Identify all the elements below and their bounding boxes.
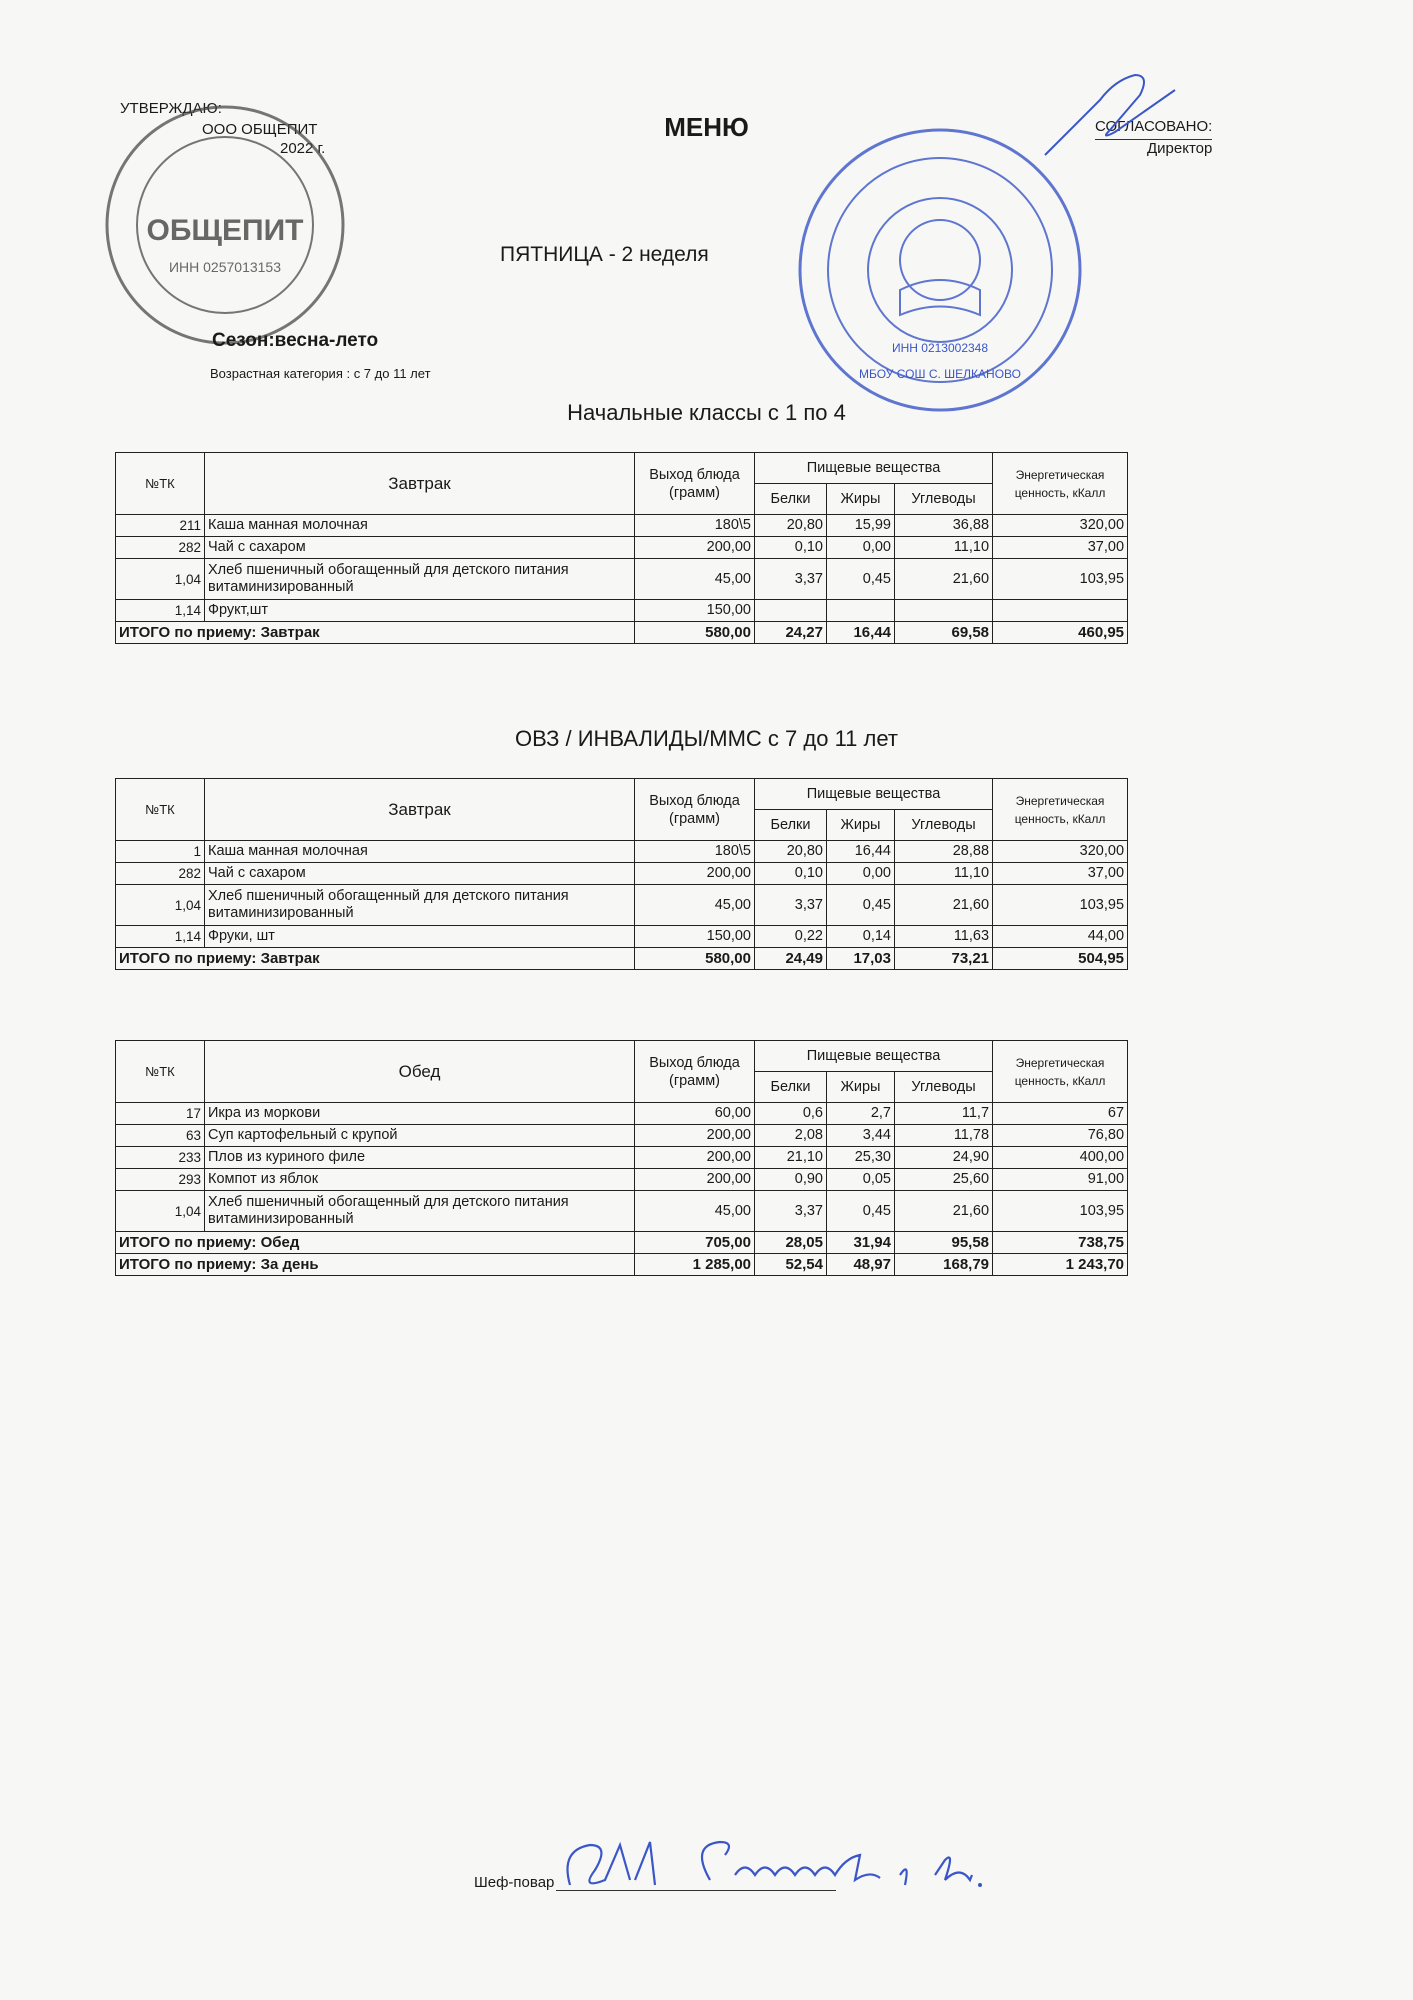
total-energy: 460,95 [993,622,1128,644]
cell-energy: 400,00 [993,1147,1128,1169]
cell-name: Плов из куриного филе [205,1147,635,1169]
cell-tk: 1,04 [116,885,205,926]
table-row [116,537,1128,559]
right-stamp-title: МБОУ СОШ С. ШЕЛКАНОВО [859,367,1021,381]
menu-table-special-breakfast [115,778,1128,970]
day-total-row [116,1254,1128,1276]
cell-tk: 282 [116,537,205,559]
approve-org: ООО ОБЩЕПИТ [202,121,318,138]
approval-block [120,100,325,157]
cell-carbs [895,600,993,622]
table-row [116,1125,1128,1147]
col-tk: №ТК [116,453,205,515]
total-row [116,948,1128,970]
total-energy: 738,75 [993,1232,1128,1254]
col-meal: Завтрак [205,779,635,841]
total-row [116,622,1128,644]
cell-tk: 211 [116,515,205,537]
cell-protein: 2,08 [755,1125,827,1147]
cell-energy [993,600,1128,622]
cell-protein: 3,37 [755,559,827,600]
cell-carbs: 11,7 [895,1103,993,1125]
table-row [116,515,1128,537]
cell-yield: 180\5 [635,841,755,863]
cell-energy: 103,95 [993,559,1128,600]
cell-tk: 1,04 [116,559,205,600]
cell-name: Фруки, шт [205,926,635,948]
cell-fat: 16,44 [827,841,895,863]
cell-carbs: 24,90 [895,1147,993,1169]
cell-protein: 0,22 [755,926,827,948]
cell-name: Каша манная молочная [205,841,635,863]
total-carbs: 95,58 [895,1232,993,1254]
col-energy: Энергетическая ценность, кКалл [993,1041,1128,1103]
cell-yield: 45,00 [635,1191,755,1232]
col-carbs: Углеводы [895,1072,993,1103]
cell-carbs: 11,63 [895,926,993,948]
cell-energy: 320,00 [993,515,1128,537]
cell-energy: 44,00 [993,926,1128,948]
cell-fat: 0,00 [827,537,895,559]
left-stamp-inn: ИНН 0257013153 [168,259,282,275]
chef-label: Шеф-повар [474,1874,555,1891]
cell-name: Икра из моркови [205,1103,635,1125]
table-row [116,926,1128,948]
cell-yield: 180\5 [635,515,755,537]
col-energy: Энергетическая ценность, кКалл [993,453,1128,515]
cell-yield: 150,00 [635,600,755,622]
cell-protein: 0,10 [755,863,827,885]
col-energy: Энергетическая ценность, кКалл [993,779,1128,841]
cell-fat: 0,05 [827,1169,895,1191]
cell-name: Чай с сахаром [205,863,635,885]
col-protein: Белки [755,810,827,841]
total-fat: 31,94 [827,1232,895,1254]
col-fat: Жиры [827,810,895,841]
day-total-protein: 52,54 [755,1254,827,1276]
cell-yield: 200,00 [635,863,755,885]
cell-fat: 0,45 [827,1191,895,1232]
cell-protein: 20,80 [755,841,827,863]
cell-yield: 45,00 [635,885,755,926]
right-stamp-inn: ИНН 0213002348 [891,341,989,355]
col-fat: Жиры [827,1072,895,1103]
col-yield: Выход блюда (грамм) [635,779,755,841]
season-label: Сезон:весна-лето [212,330,379,351]
total-row [116,1232,1128,1254]
total-energy: 504,95 [993,948,1128,970]
cell-fat: 0,45 [827,885,895,926]
approve-label: УТВЕРЖДАЮ: [120,100,222,117]
col-meal: Завтрак [205,453,635,515]
cell-name: Чай с сахаром [205,537,635,559]
cell-tk: 63 [116,1125,205,1147]
menu-table-primary-breakfast [115,452,1128,644]
cell-protein [755,600,827,622]
total-yield: 580,00 [635,948,755,970]
col-nutrients: Пищевые вещества [755,453,993,484]
day-total-label: ИТОГО по приему: За день [116,1254,635,1276]
cell-energy: 76,80 [993,1125,1128,1147]
cell-carbs: 11,10 [895,537,993,559]
cell-tk: 233 [116,1147,205,1169]
table-row [116,600,1128,622]
cell-name: Компот из яблок [205,1169,635,1191]
menu-table-special-lunch [115,1040,1128,1276]
cell-tk: 282 [116,863,205,885]
cell-carbs: 25,60 [895,1169,993,1191]
cell-protein: 0,90 [755,1169,827,1191]
table-row [116,841,1128,863]
left-stamp-title: ОБЩЕПИТ [146,214,304,247]
col-nutrients: Пищевые вещества [755,779,993,810]
cell-name: Каша манная молочная [205,515,635,537]
cell-tk: 1 [116,841,205,863]
page-title: МЕНЮ [664,112,749,142]
cell-tk: 1,04 [116,1191,205,1232]
total-carbs: 73,21 [895,948,993,970]
table-row [116,1191,1128,1232]
cell-name: Хлеб пшеничный обогащенный для детского питания витаминизированный [205,1191,635,1232]
chef-signature-line [556,1890,836,1891]
cell-protein: 20,80 [755,515,827,537]
cell-protein: 3,37 [755,885,827,926]
day-total-fat: 48,97 [827,1254,895,1276]
col-protein: Белки [755,1072,827,1103]
right-stamp-seal [790,120,1090,420]
cell-energy: 67 [993,1103,1128,1125]
section-title-primary: Начальные классы с 1 по 4 [567,400,846,425]
cell-tk: 1,14 [116,926,205,948]
cell-carbs: 28,88 [895,841,993,863]
agreement-block [1095,118,1212,157]
col-tk: №ТК [116,779,205,841]
cell-energy: 103,95 [993,885,1128,926]
cell-fat: 3,44 [827,1125,895,1147]
col-tk: №ТК [116,1041,205,1103]
cell-tk: 293 [116,1169,205,1191]
cell-energy: 320,00 [993,841,1128,863]
agree-label: СОГЛАСОВАНО: [1095,118,1213,135]
cell-yield: 200,00 [635,1147,755,1169]
cell-name: Хлеб пшеничный обогащенный для детского питания витаминизированный [205,885,635,926]
total-carbs: 69,58 [895,622,993,644]
cell-carbs: 11,78 [895,1125,993,1147]
cell-protein: 0,6 [755,1103,827,1125]
cell-name: Хлеб пшеничный обогащенный для детского питания витаминизированный [205,559,635,600]
age-category: Возрастная категория : с 7 до 11 лет [210,366,431,381]
cell-fat: 2,7 [827,1103,895,1125]
cell-yield: 200,00 [635,537,755,559]
total-label: ИТОГО по приему: Обед [116,1232,635,1254]
col-carbs: Углеводы [895,810,993,841]
cell-energy: 103,95 [993,1191,1128,1232]
cell-yield: 45,00 [635,559,755,600]
cell-energy: 91,00 [993,1169,1128,1191]
cell-carbs: 36,88 [895,515,993,537]
day-total-yield: 1 285,00 [635,1254,755,1276]
table-row [116,885,1128,926]
agree-role: Директор [1095,139,1212,157]
cell-energy: 37,00 [993,863,1128,885]
cell-yield: 200,00 [635,1169,755,1191]
day-label: ПЯТНИЦА - 2 неделя [500,243,709,266]
total-yield: 705,00 [635,1232,755,1254]
total-protein: 24,27 [755,622,827,644]
cell-fat: 0,14 [827,926,895,948]
cell-fat: 0,00 [827,863,895,885]
col-carbs: Углеводы [895,484,993,515]
cell-protein: 3,37 [755,1191,827,1232]
cell-yield: 200,00 [635,1125,755,1147]
col-nutrients: Пищевые вещества [755,1041,993,1072]
cell-carbs: 11,10 [895,863,993,885]
cell-carbs: 21,60 [895,559,993,600]
cell-protein: 21,10 [755,1147,827,1169]
day-total-carbs: 168,79 [895,1254,993,1276]
col-yield: Выход блюда (грамм) [635,453,755,515]
col-protein: Белки [755,484,827,515]
section-title-special: ОВЗ / ИНВАЛИДЫ/ММС с 7 до 11 лет [515,726,898,751]
total-fat: 16,44 [827,622,895,644]
table-row [116,1169,1128,1191]
cell-tk: 17 [116,1103,205,1125]
cell-carbs: 21,60 [895,1191,993,1232]
total-protein: 24,49 [755,948,827,970]
total-protein: 28,05 [755,1232,827,1254]
table-row [116,559,1128,600]
col-meal: Обед [205,1041,635,1103]
cell-fat: 15,99 [827,515,895,537]
total-yield: 580,00 [635,622,755,644]
total-label: ИТОГО по приему: Завтрак [116,948,635,970]
table-row [116,863,1128,885]
cell-fat: 25,30 [827,1147,895,1169]
cell-tk: 1,14 [116,600,205,622]
table-row [116,1147,1128,1169]
cell-fat: 0,45 [827,559,895,600]
cell-name: Суп картофельный с крупой [205,1125,635,1147]
cell-fat [827,600,895,622]
day-total-energy: 1 243,70 [993,1254,1128,1276]
col-fat: Жиры [827,484,895,515]
total-label: ИТОГО по приему: Завтрак [116,622,635,644]
cell-carbs: 21,60 [895,885,993,926]
cell-energy: 37,00 [993,537,1128,559]
col-yield: Выход блюда (грамм) [635,1041,755,1103]
table-row [116,1103,1128,1125]
total-fat: 17,03 [827,948,895,970]
cell-yield: 150,00 [635,926,755,948]
cell-name: Фрукт,шт [205,600,635,622]
approve-year: 2022 г. [280,140,326,157]
cell-yield: 60,00 [635,1103,755,1125]
cell-protein: 0,10 [755,537,827,559]
